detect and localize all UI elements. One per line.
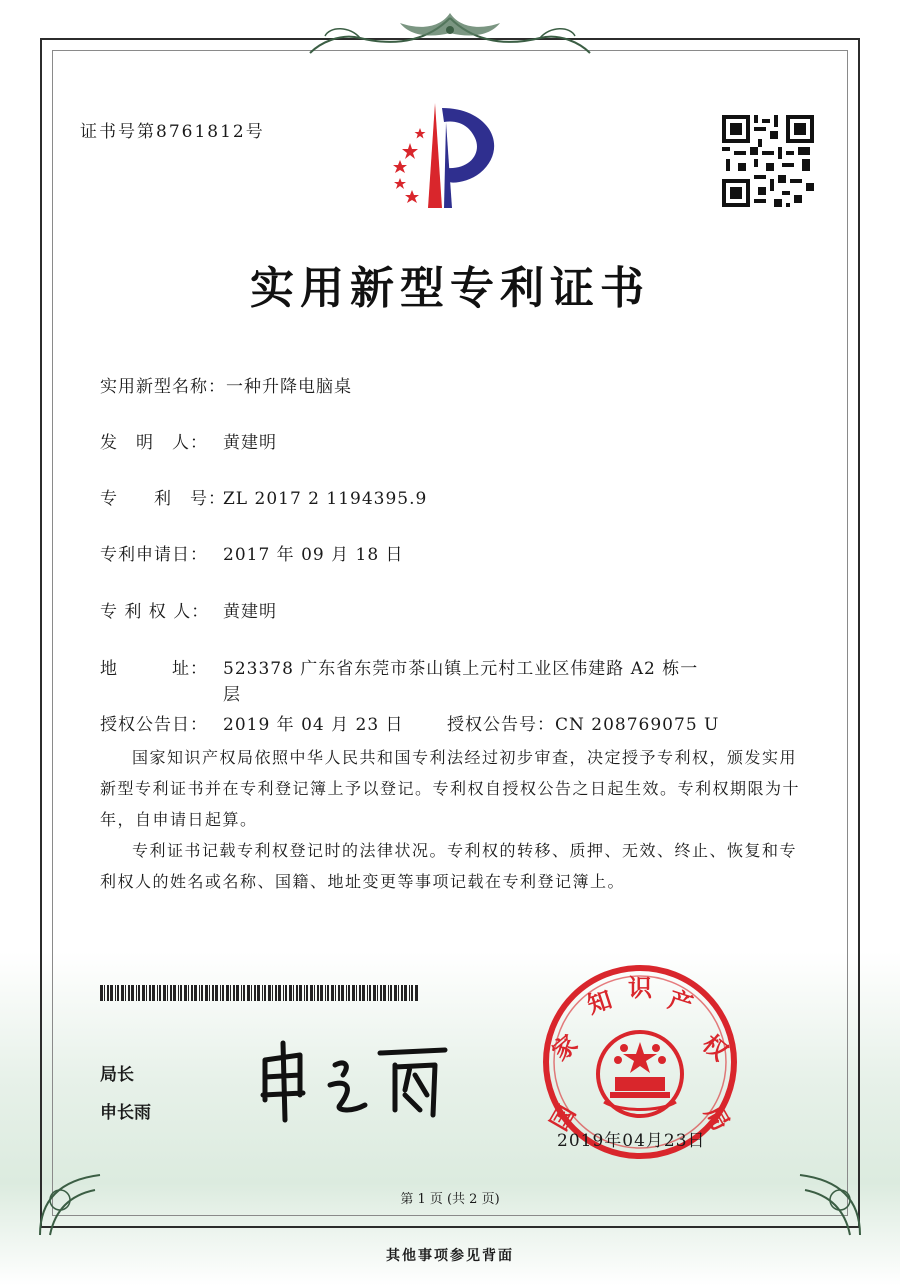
signature-name: 申长雨 <box>100 1103 151 1123</box>
bottom-note: 其他事项参见背面 <box>386 1248 514 1264</box>
barcode-bar <box>262 985 263 1001</box>
barcode-bar <box>373 985 376 1001</box>
paragraph-grant: 国家知识产权局依照中华人民共和国专利法经过初步审查，决定授予专利权，颁发实用新型专利证书并在专利登记簿上予以登记。专利权自授权公告之日起生效。专利权期限为十年，自申请日起算。 <box>100 748 801 829</box>
barcode-bar <box>348 985 350 1001</box>
barcode-bar <box>142 985 145 1001</box>
barcode-bar <box>243 985 245 1001</box>
barcode-bar <box>264 985 266 1001</box>
barcode-bar <box>194 985 197 1001</box>
barcode-bar <box>356 985 357 1001</box>
paragraph-legal-status: 专利证书记载专利权登记时的法律状况。专利权的转移、质押、无效、终止、恢复和专利权人的姓名或名称、国籍、地址变更等事项记载在专利登记簿上。 <box>100 841 798 891</box>
barcode-bar <box>335 985 336 1001</box>
barcode-bar <box>178 985 179 1001</box>
field-value: 一种升降电脑桌 <box>226 377 352 397</box>
barcode-bar <box>220 985 221 1001</box>
barcode-bar <box>338 985 340 1001</box>
svg-text:国: 国 <box>544 1100 582 1136</box>
barcode-bar <box>285 985 287 1001</box>
field-label: 专 利 权 人： <box>100 602 210 622</box>
address-row <box>100 654 698 679</box>
barcode-bar <box>152 985 155 1001</box>
certificate-number: 证书号第8761812号 <box>80 122 265 142</box>
barcode-bar <box>306 985 308 1001</box>
field-value: 2017 年 09 月 18 日 <box>223 545 404 565</box>
barcode-bar <box>299 985 302 1001</box>
barcode-bar <box>173 985 176 1001</box>
grant-date-row <box>100 710 404 735</box>
barcode-icon <box>100 985 420 1001</box>
field-label: 地 址： <box>100 659 208 679</box>
barcode-bar <box>251 985 252 1001</box>
barcode-bar <box>367 985 368 1001</box>
barcode-bar <box>149 985 151 1001</box>
cnipa-logo-icon <box>380 98 520 213</box>
barcode-bar <box>283 985 284 1001</box>
field-label: 发 明 人： <box>100 433 208 453</box>
barcode-bar <box>325 985 326 1001</box>
barcode-bar <box>289 985 292 1001</box>
svg-text:识: 识 <box>628 974 652 1002</box>
barcode-bar <box>327 985 329 1001</box>
barcode-bar <box>415 985 418 1001</box>
barcode-bar <box>163 985 166 1001</box>
barcode-bar <box>388 985 389 1001</box>
barcode-bar <box>409 985 410 1001</box>
barcode-bar <box>398 985 399 1001</box>
seal-date: 2019年04月23日 <box>557 1131 706 1151</box>
barcode-bar <box>383 985 386 1001</box>
barcode-bar <box>352 985 355 1001</box>
barcode-bar <box>199 985 200 1001</box>
grant-number-row <box>447 710 719 735</box>
svg-text:知: 知 <box>583 985 616 1020</box>
barcode-bar <box>275 985 277 1001</box>
barcode-bar <box>310 985 313 1001</box>
field-label: 专利申请日： <box>100 545 208 565</box>
barcode-bar <box>115 985 116 1001</box>
field-label: 实用新型名称： <box>100 377 226 397</box>
barcode-bar <box>314 985 315 1001</box>
barcode-bar <box>128 985 130 1001</box>
barcode-bar <box>411 985 413 1001</box>
patentee-row <box>100 597 277 622</box>
barcode-bar <box>121 985 124 1001</box>
qr-code-icon <box>722 115 814 207</box>
address-row-continued <box>223 680 241 705</box>
field-value: ZL 2017 2 1194395.9 <box>223 489 428 509</box>
barcode-bar <box>110 985 113 1001</box>
svg-text:家: 家 <box>546 1029 584 1067</box>
barcode-bar <box>159 985 161 1001</box>
barcode-bar <box>341 985 344 1001</box>
inventor-row <box>100 428 277 453</box>
barcode-bar <box>167 985 168 1001</box>
field-value: 层 <box>223 685 241 705</box>
barcode-bar <box>100 985 103 1001</box>
barcode-bar <box>136 985 137 1001</box>
barcode-bar <box>320 985 323 1001</box>
barcode-bar <box>180 985 182 1001</box>
top-ornament-icon <box>300 8 600 58</box>
barcode-bar <box>346 985 347 1001</box>
page-number: 第 1 页 (共 2 页) <box>400 1192 500 1207</box>
svg-text:局: 局 <box>698 1100 736 1136</box>
barcode-bar <box>278 985 281 1001</box>
svg-text:权: 权 <box>696 1029 734 1067</box>
barcode-bar <box>293 985 294 1001</box>
barcode-bar <box>184 985 187 1001</box>
field-value: 黄建明 <box>223 602 277 622</box>
barcode-bar <box>268 985 271 1001</box>
field-label: 授权公告号： <box>447 715 555 735</box>
barcode-bar <box>377 985 378 1001</box>
barcode-bar <box>369 985 371 1001</box>
barcode-bar <box>188 985 189 1001</box>
barcode-bar <box>390 985 392 1001</box>
barcode-bar <box>212 985 214 1001</box>
barcode-bar <box>209 985 210 1001</box>
barcode-bar <box>201 985 203 1001</box>
barcode-bar <box>170 985 172 1001</box>
barcode-bar <box>215 985 218 1001</box>
barcode-bar <box>257 985 260 1001</box>
barcode-bar <box>117 985 119 1001</box>
patent-number-row <box>100 484 427 509</box>
barcode-bar <box>401 985 403 1001</box>
barcode-bar <box>359 985 361 1001</box>
barcode-bar <box>226 985 229 1001</box>
barcode-bar <box>205 985 208 1001</box>
barcode-bar <box>254 985 256 1001</box>
signature-title: 局长 <box>100 1065 134 1085</box>
barcode-bar <box>131 985 134 1001</box>
field-value: 黄建明 <box>223 433 277 453</box>
barcode-bar <box>138 985 140 1001</box>
barcode-bar <box>230 985 231 1001</box>
field-value: CN 208769075 U <box>555 715 720 735</box>
field-value: 2019 年 04 月 23 日 <box>223 715 404 735</box>
barcode-bar <box>146 985 147 1001</box>
barcode-bar <box>241 985 242 1001</box>
barcode-bar <box>247 985 250 1001</box>
application-date-row <box>100 540 404 565</box>
barcode-bar <box>394 985 397 1001</box>
handwritten-signature-icon <box>255 1035 455 1125</box>
field-value: 523378 广东省东莞市茶山镇上元村工业区伟建路 A2 栋一 <box>223 659 699 679</box>
field-label: 专 利 号： <box>100 489 226 509</box>
svg-text:产: 产 <box>664 985 697 1020</box>
barcode-bar <box>104 985 105 1001</box>
barcode-bar <box>233 985 235 1001</box>
barcode-bar <box>272 985 273 1001</box>
barcode-bar <box>380 985 382 1001</box>
utility-model-name-row <box>100 372 352 397</box>
certificate-title: 实用新型专利证书 <box>250 263 650 314</box>
field-label: 授权公告日： <box>100 715 208 735</box>
barcode-bar <box>125 985 126 1001</box>
barcode-bar <box>317 985 319 1001</box>
barcode-bar <box>331 985 334 1001</box>
barcode-bar <box>191 985 193 1001</box>
barcode-bar <box>222 985 224 1001</box>
barcode-bar <box>236 985 239 1001</box>
barcode-bar <box>157 985 158 1001</box>
barcode-bar <box>362 985 365 1001</box>
barcode-bar <box>107 985 109 1001</box>
barcode-bar <box>296 985 298 1001</box>
barcode-bar <box>404 985 407 1001</box>
barcode-bar <box>304 985 305 1001</box>
